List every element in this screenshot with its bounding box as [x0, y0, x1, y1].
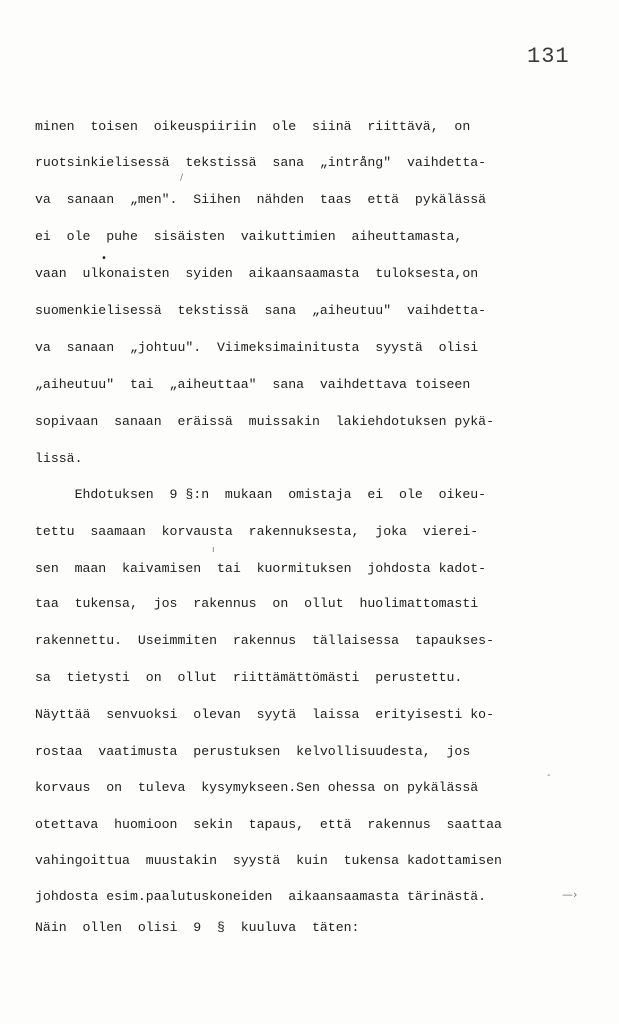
pencil-mark: ı — [212, 545, 215, 555]
text-line-2: ruotsinkielisessä tekstissä sana „intrång" vaihdetta- — [35, 155, 487, 170]
text-line-13: sen maan kaivamisen tai kuormituksen johdosta kadot- — [35, 561, 487, 576]
text-line-22: johdosta esim.paalutuskoneiden aikaansaamasta tärinästä. — [35, 889, 487, 904]
text-line-17: Näyttää senvuoksi olevan syytä laissa erityisesti ko- — [35, 707, 494, 722]
text-line-18: rostaa vaatimusta perustuksen kelvollisuudesta, jos — [35, 744, 471, 759]
ink-dot: • — [101, 253, 107, 264]
text-line-10: lissä. — [35, 451, 83, 466]
text-line-5: vaan ulkonaisten syiden aikaansaamasta tuloksesta,on — [35, 266, 479, 281]
text-line-6: suomenkielisessä tekstissä sana „aiheutuu" vaihdetta- — [35, 303, 487, 318]
text-line-9: sopivaan sanaan eräissä muissakin lakiehdotuksen pykä- — [35, 414, 494, 429]
text-line-14: taa tukensa, jos rakennus on ollut huolimattomasti — [35, 596, 479, 611]
page-number: 131 — [527, 44, 570, 69]
text-line-8: „aiheutuu" tai „aiheuttaa" sana vaihdettava toiseen — [35, 377, 471, 392]
text-line-3: va sanaan „men". Siihen nähden taas että pykälässä — [35, 192, 487, 207]
pencil-arrow-mark: —› — [562, 888, 578, 901]
text-line-1: minen toisen oikeuspiiriin ole siinä riittävä, on — [35, 119, 471, 134]
text-line-21: vahingoittua muustakin syystä kuin tukensa kadottamisen — [35, 853, 502, 868]
text-line-19: korvaus on tuleva kysymykseen.Sen ohessa on pykälässä — [35, 780, 479, 795]
pencil-mark: / — [180, 173, 184, 183]
text-line-7: va sanaan „johtuu". Viimeksimainitusta syystä olisi — [35, 340, 479, 355]
pencil-mark: - — [547, 770, 551, 781]
text-line-20: otettava huomioon sekin tapaus, että rakennus saattaa — [35, 817, 502, 832]
text-line-23: Näin ollen olisi 9 § kuuluva täten: — [35, 920, 360, 935]
text-line-4: ei ole puhe sisäisten vaikuttimien aiheuttamasta, — [35, 229, 463, 244]
text-line-16: sa tietysti on ollut riittämättömästi perustettu. — [35, 670, 463, 685]
text-line-15: rakennettu. Useimmiten rakennus tällaisessa tapaukses- — [35, 633, 494, 648]
text-line-12: tettu saamaan korvausta rakennuksesta, joka vierei- — [35, 524, 479, 539]
text-line-11: Ehdotuksen 9 §:n mukaan omistaja ei ole oikeu- — [35, 487, 487, 502]
